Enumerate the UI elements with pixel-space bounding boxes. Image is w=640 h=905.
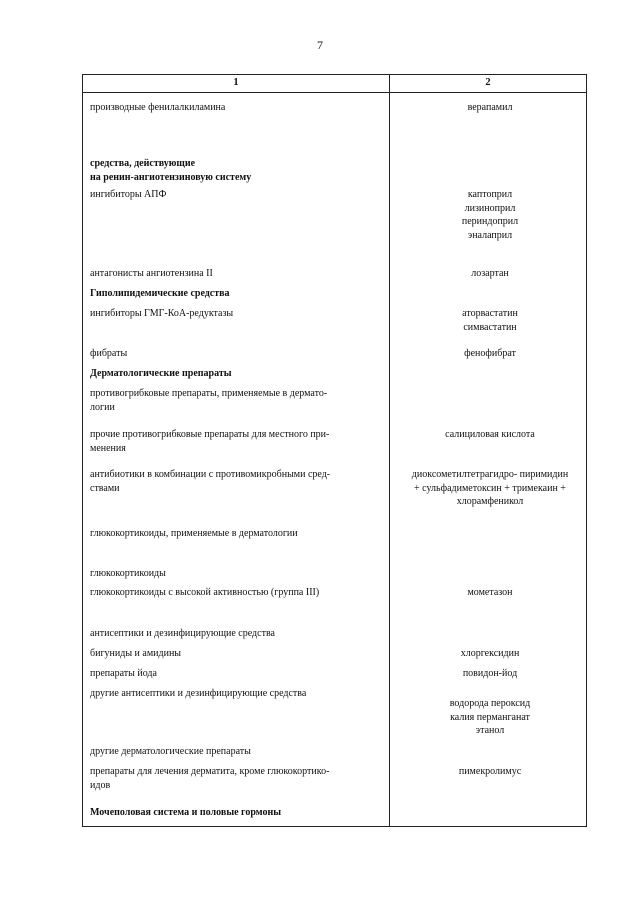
drug-name: повидон-йод — [462, 668, 518, 679]
drug-name: этанол — [475, 725, 505, 736]
drug-name: периндоприл — [461, 216, 519, 227]
drug-name: диоксометилтетрагидро- пиримидин — [411, 469, 569, 480]
drug-names — [392, 765, 588, 779]
column-divider — [389, 75, 390, 826]
category-label — [90, 667, 384, 681]
category-label-line: средства, действующие — [90, 158, 196, 169]
drug-names — [392, 586, 588, 600]
page-number: 7 — [317, 38, 323, 52]
category-label-line: антагонисты ангиотензина II — [90, 268, 213, 279]
drug-name: калия перманганат — [450, 711, 530, 723]
category-label — [90, 188, 384, 202]
drug-names — [392, 647, 588, 661]
category-label-line: Гиполипидемические средства — [90, 288, 230, 299]
drug-name: мометазон — [467, 587, 513, 598]
category-label — [90, 765, 384, 792]
category-label — [90, 586, 384, 600]
drug-names — [392, 188, 588, 242]
drug-name: хлоргексидин — [460, 648, 520, 659]
category-label-line: бигуниды и амидины — [90, 648, 182, 659]
category-label — [90, 347, 384, 361]
drug-name: + сульфадиметоксин + тримекаин + — [414, 482, 566, 494]
drug-names — [392, 267, 588, 281]
section-heading — [90, 806, 384, 820]
category-label — [90, 687, 384, 701]
category-label-line: другие дерматологические препараты — [90, 746, 251, 757]
category-label-line: прочие противогрибковые препараты для местного при- — [90, 429, 330, 440]
category-label-line: логии — [90, 401, 115, 413]
table-header-row — [83, 75, 586, 93]
category-label — [90, 267, 384, 281]
drug-names — [392, 307, 588, 334]
drug-name: водорода пероксид — [449, 698, 531, 709]
category-label-line: идов — [90, 779, 111, 791]
category-label-line: ингибиторы АПФ — [90, 189, 167, 200]
section-heading — [90, 287, 384, 301]
category-label — [90, 527, 384, 541]
drug-name: симвастатин — [463, 321, 517, 333]
category-label-line: глюкокортикоиды, применяемые в дерматологии — [90, 528, 298, 539]
category-label-line: ингибиторы ГМГ-КоА-редуктазы — [90, 308, 234, 319]
drug-names — [392, 697, 588, 738]
category-label — [90, 428, 384, 455]
drug-names — [392, 667, 588, 681]
drug-name: пимекролимус — [458, 766, 522, 777]
category-label — [90, 387, 384, 414]
category-label-line: производные фенилалкиламина — [90, 102, 226, 113]
category-label-line: Дерматологические препараты — [90, 368, 232, 379]
section-heading — [90, 367, 384, 381]
category-label-line: антибиотики в комбинации с противомикробными сред- — [90, 469, 331, 480]
category-label — [90, 627, 384, 641]
category-label — [90, 101, 384, 115]
drug-names — [392, 101, 588, 115]
category-label-line: противогрибковые препараты, применяемые в дермато- — [90, 388, 328, 399]
drug-name: фенофибрат — [464, 348, 516, 359]
drug-name: каптоприл — [467, 189, 513, 200]
category-label-line: менения — [90, 442, 126, 454]
column-header-2: 2 — [485, 77, 491, 88]
category-label-line: глюкокортикоиды с высокой активностью (группа III) — [90, 587, 320, 598]
category-label-line: препараты для лечения дерматита, кроме глюкокортико- — [90, 766, 330, 777]
category-label-line: препараты йода — [90, 668, 157, 679]
drug-names — [392, 468, 588, 509]
drug-table — [82, 74, 587, 827]
column-header-1: 1 — [233, 77, 239, 88]
section-heading — [90, 157, 384, 184]
category-label-line: другие антисептики и дезинфицирующие средства — [90, 688, 307, 699]
category-label-line: ствами — [90, 482, 120, 494]
drug-name: верапамил — [467, 102, 513, 113]
drug-name: хлорамфеникол — [456, 496, 524, 507]
category-label-line: на ренин-ангиотензиновую систему — [90, 171, 252, 183]
drug-names — [392, 428, 588, 442]
drug-names — [392, 347, 588, 361]
category-label-line: фибраты — [90, 348, 128, 359]
drug-name: эналаприл — [467, 229, 513, 241]
drug-name: лизиноприл — [464, 202, 516, 214]
category-label — [90, 647, 384, 661]
drug-name: салициловая кислота — [445, 429, 535, 440]
drug-name: лозартан — [471, 268, 509, 279]
category-label — [90, 468, 384, 495]
category-label-line: глюкокортикоиды — [90, 568, 166, 579]
category-label — [90, 567, 384, 581]
drug-name: аторвастатин — [462, 308, 518, 319]
category-label — [90, 745, 384, 759]
category-label — [90, 307, 384, 321]
category-label-line: антисептики и дезинфицирующие средства — [90, 628, 275, 639]
category-label-line: Мочеполовая система и половые гормоны — [90, 807, 282, 818]
